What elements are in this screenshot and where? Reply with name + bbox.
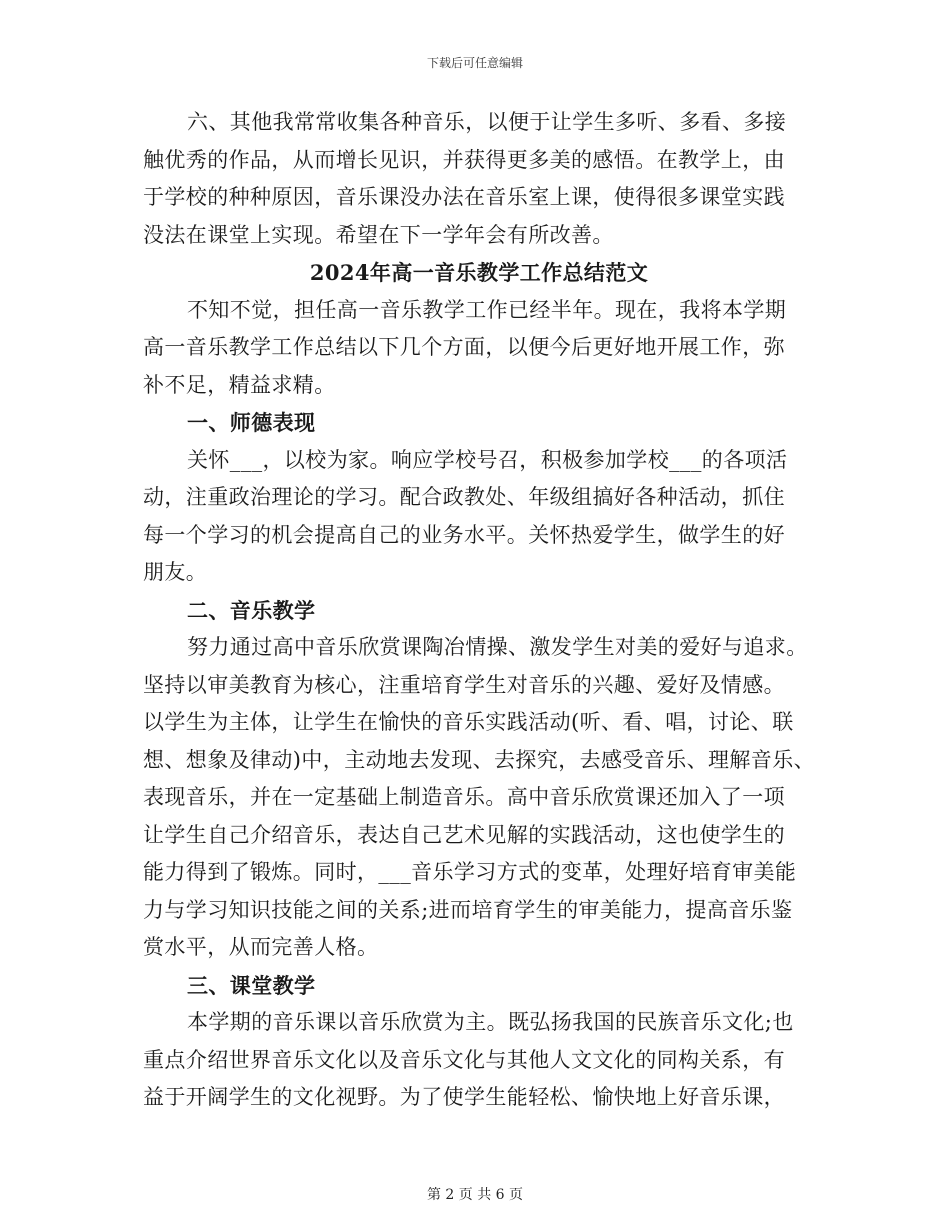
paragraph-line: 赏水平，从而完善人格。: [143, 935, 379, 959]
document-body: [143, 104, 815, 1117]
section-heading: 一、师德表现: [187, 410, 316, 435]
paragraph-line: 以学生为主体，让学生在愉快的音乐实践活动(听、看、唱，讨论、联: [143, 710, 794, 734]
paragraph-line: 力与学习知识技能之间的关系;进而培育学生的审美能力，提高音乐鉴: [143, 897, 793, 922]
page-footer: 第 2 页 共 6 页: [426, 1187, 524, 1203]
paragraph-line: 六、其他我常常收集各种音乐，以便于让学生多听、多看、多接: [187, 110, 787, 134]
paragraph-line: 坚持以审美教育为核心，注重培育学生对音乐的兴趣、爱好及情感。: [143, 672, 785, 697]
document-title: 2024年高一音乐教学工作总结范文: [309, 260, 649, 285]
paragraph-line: 于学校的种种原因，音乐课没办法在音乐室上课，使得很多课堂实践: [143, 185, 785, 209]
paragraph-line: 益于开阔学生的文化视野。为了使学生能轻松、愉快地上好音乐课，: [143, 1085, 785, 1109]
paragraph-line: 补不足，精益求精。: [143, 372, 336, 397]
paragraph-line: 努力通过高中音乐欣赏课陶冶情操、激发学生对美的爱好与追求。: [187, 635, 808, 659]
section-heading: 三、课堂教学: [187, 972, 316, 998]
section-heading: 二、音乐教学: [187, 597, 316, 623]
paragraph-line: 想、想象及律动)中，主动地去发现、去探究，去感受音乐、理解音乐、: [143, 747, 815, 772]
paragraph-line: 重点介绍世界音乐文化以及音乐文化与其他人文文化的同构关系，有: [143, 1047, 785, 1072]
page-header: 下载后可任意编辑: [426, 56, 523, 70]
paragraph-line: 不知不觉，担任高一音乐教学工作已经半年。现在，我将本学期: [187, 297, 787, 322]
paragraph-line: 触优秀的作品，从而增长见识，并获得更多美的感悟。在教学上，由: [143, 147, 785, 172]
paragraph-line: 动，注重政治理论的学习。配合政教处、年级组搞好各种活动，抓住: [143, 485, 785, 509]
paragraph-line: 本学期的音乐课以音乐欣赏为主。既弘扬我国的民族音乐文化;也: [187, 1010, 794, 1034]
paragraph-line: 能力得到了锻炼。同时，___音乐学习方式的变革，处理好培育审美能: [143, 860, 797, 884]
paragraph-line: 关怀___，以校为家。响应学校号召，积极参加学校___的各项活: [187, 447, 788, 472]
paragraph-line: 让学生自己介绍音乐，表达自己艺术见解的实践活动，这也使学生的: [143, 822, 785, 847]
paragraph-line: 高一音乐教学工作总结以下几个方面，以便今后更好地开展工作，弥: [143, 335, 785, 359]
paragraph-line: 每一个学习的机会提高自己的业务水平。关怀热爱学生，做学生的好: [143, 522, 785, 547]
paragraph-line: 表现音乐，并在一定基础上制造音乐。高中音乐欣赏课还加入了一项: [143, 785, 785, 809]
paragraph-line: 没法在课堂上实现。希望在下一学年会有所改善。: [143, 222, 614, 247]
paragraph-line: 朋友。: [143, 560, 208, 584]
